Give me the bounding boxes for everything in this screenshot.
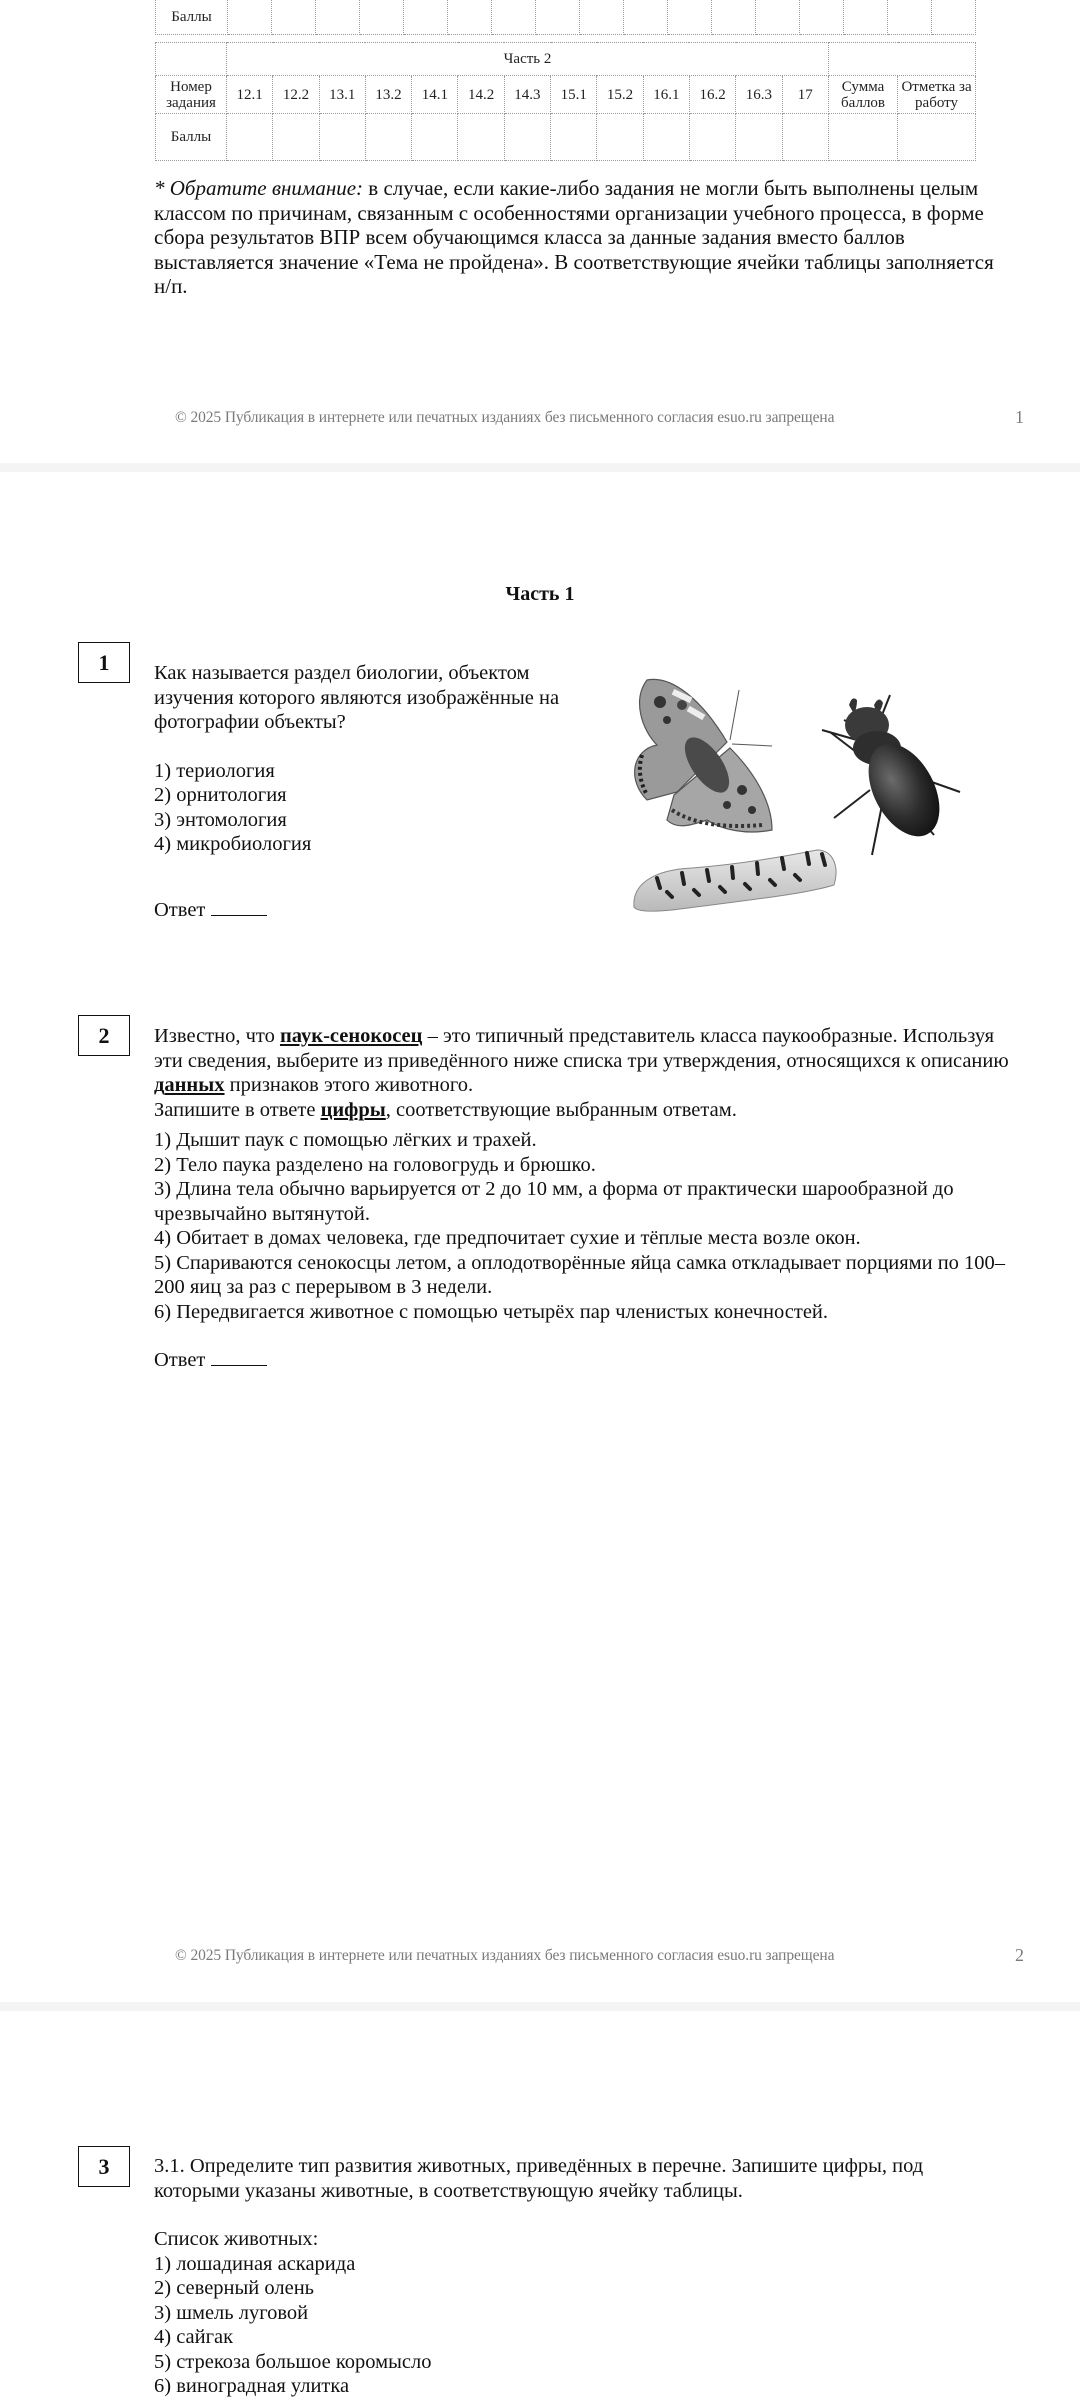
caterpillar-icon — [634, 850, 836, 911]
score-cell — [782, 114, 828, 161]
column-header: 14.3 — [504, 76, 550, 114]
insects-image — [612, 660, 982, 915]
score-cell — [624, 0, 668, 35]
term-highlight: паук-сенокосец — [279, 1025, 423, 1047]
option: 3) энтомология — [154, 808, 287, 831]
intro-text: признаков этого животного. — [224, 1074, 474, 1096]
list-title: Список животных: — [154, 2228, 319, 2250]
score-cell — [412, 114, 458, 161]
column-header: 12.1 — [227, 76, 273, 114]
intro-text: – это типичный представитель класса паукообразные. Используя эти сведения, выберите из приведённого ниже списка три утверждения, относящихся к описанию — [154, 1025, 1009, 1072]
option: 1) Дышит паук с помощью лёгких и трахей. — [154, 1129, 537, 1151]
answer-row — [154, 898, 604, 923]
score-cell — [448, 0, 492, 35]
beetle-icon — [822, 695, 960, 855]
answer-field[interactable] — [211, 898, 267, 916]
score-cell — [668, 0, 712, 35]
option: 3) Длина тела обычно варьируется от 2 до 10 мм, а форма от практически шарообразной до чрезвычайно вытянутой. — [154, 1178, 954, 1225]
page-number: 2 — [1015, 1945, 1024, 1965]
grade-cell — [898, 114, 976, 161]
score-cell — [712, 0, 756, 35]
instruction-text: , соответствующие выбранным ответам. — [385, 1098, 737, 1121]
column-header: 13.2 — [365, 76, 411, 114]
animal-item: 6) виноградная улитка — [154, 2375, 350, 2397]
score-cell — [272, 0, 316, 35]
score-cell — [319, 114, 365, 161]
answer-label: Ответ — [154, 898, 206, 921]
sum-header: Сумма баллов — [829, 76, 898, 114]
page-separator — [0, 2002, 1080, 2011]
column-header: 16.1 — [643, 76, 689, 114]
page-1 — [0, 0, 1080, 463]
section-title: Часть 2 — [227, 43, 829, 76]
sum-cell — [829, 114, 898, 161]
column-header: 13.1 — [319, 76, 365, 114]
answer-label: Ответ — [154, 1349, 206, 1371]
question-2 — [154, 1024, 1014, 1373]
score-cell — [580, 0, 624, 35]
score-cell — [227, 114, 273, 161]
question-number-box: 2 — [78, 1015, 130, 1056]
animal-item: 1) лошадиная аскарида — [154, 2252, 356, 2275]
answer-field[interactable] — [211, 1348, 267, 1366]
emph-letter: д — [154, 1074, 165, 1096]
score-cell — [689, 114, 735, 161]
question-number-box: 3 — [78, 2146, 130, 2187]
page-separator — [0, 463, 1080, 472]
score-row — [156, 114, 976, 161]
question-number-box: 1 — [78, 642, 130, 683]
column-header: 12.2 — [273, 76, 319, 114]
score-cell — [504, 114, 550, 161]
animal-item: 4) сайгак — [154, 2326, 234, 2348]
score-cell — [932, 0, 976, 35]
score-cell — [800, 0, 844, 35]
butterfly-icon — [635, 679, 772, 832]
option: 1) териология — [154, 759, 275, 782]
score-cell — [844, 0, 888, 35]
column-header: 15.2 — [597, 76, 643, 114]
option: 4) микробиология — [154, 833, 312, 855]
score-cell — [458, 114, 504, 161]
question-text: Как называется раздел биологии, объектом изучения которого являются изображённые на фотографии объекты? — [154, 662, 560, 733]
section-title-row — [156, 43, 976, 76]
instruction — [154, 1098, 1014, 1123]
empty-cell — [156, 43, 227, 76]
intro-text: Известно, что — [154, 1025, 280, 1047]
score-cell — [492, 0, 536, 35]
animal-item: 3) шмель луговой — [154, 2301, 309, 2324]
emph-word: анных — [164, 1074, 225, 1096]
column-header: 16.2 — [689, 76, 735, 114]
answer-row — [154, 1348, 1014, 1373]
option: 5) Спариваются сенокосцы летом, а оплодотворённые яйца самка откладывает порциями по 100–200 яиц за раз с перерывом в 3 недели. — [154, 1251, 1006, 1298]
part2-score-table — [155, 42, 976, 161]
note-prefix: * Обратите внимание: — [154, 176, 364, 200]
task-text: 3.1. Определите тип развития животных, приведённых в перечне. Запишите цифры, под которыми указаны животные, в соответствующую ячейку таблицы. — [154, 2155, 924, 2202]
page-number: 1 — [1015, 407, 1024, 427]
score-cell — [643, 114, 689, 161]
score-cell — [273, 114, 319, 161]
column-header: 14.2 — [458, 76, 504, 114]
score-cell — [316, 0, 360, 35]
grade-header: Отметка за работу — [898, 76, 976, 114]
score-cell — [736, 114, 782, 161]
header-row — [156, 76, 976, 114]
score-row — [156, 0, 976, 35]
animal-item: 5) стрекоза большое коромысло — [154, 2350, 432, 2373]
column-header: 16.3 — [736, 76, 782, 114]
instruction-emph: цифры — [320, 1098, 386, 1121]
question-1 — [154, 661, 604, 922]
option: 2) Тело паука разделено на головогрудь и брюшко. — [154, 1153, 596, 1176]
score-cell — [360, 0, 404, 35]
row-label: Баллы — [156, 114, 227, 161]
instruction-text: Запишите в ответе — [154, 1098, 321, 1121]
score-cell — [888, 0, 932, 35]
score-cell — [365, 114, 411, 161]
question-3 — [154, 2154, 1014, 2399]
copyright-footer: © 2025 Публикация в интернете или печатных изданиях без письменного согласия esuo.ru запрещена — [175, 409, 835, 426]
task-number-label: Номер задания — [156, 76, 227, 114]
score-cell — [228, 0, 272, 35]
column-header: 14.1 — [412, 76, 458, 114]
option: 2) орнитология — [154, 784, 287, 806]
option: 6) Передвигается животное с помощью четырёх пар членистых конечностей. — [154, 1300, 829, 1323]
score-cell — [551, 114, 597, 161]
copyright-footer: © 2025 Публикация в интернете или печатных изданиях без письменного согласия esuo.ru запрещена — [175, 1947, 835, 1964]
score-cell — [597, 114, 643, 161]
column-header: 15.1 — [551, 76, 597, 114]
score-cell — [536, 0, 580, 35]
part-title: Часть 1 — [505, 583, 575, 605]
note-text: в случае, если какие-либо задания не могли быть выполнены целым классом по причинам, связанным с особенностями организации учебного процесса, в форме сбора результатов ВПР всем обучающимся класса за данные задания вместо баллов выставляется значение «Тема не пройдена». В соответствующие ячейки таблицы заполняется н/п. — [154, 176, 994, 298]
animal-item: 2) северный олень — [154, 2277, 315, 2299]
part1-score-table — [155, 0, 976, 35]
question-intro — [154, 1024, 1014, 1098]
option: 4) Обитает в домах человека, где предпочитает сухие и тёплые места возле окон. — [154, 1227, 861, 1249]
column-header: 17 — [782, 76, 828, 114]
empty-cell — [829, 43, 976, 76]
score-cell — [404, 0, 448, 35]
row-label: Баллы — [156, 0, 228, 35]
attention-note — [154, 176, 994, 299]
score-cell — [756, 0, 800, 35]
